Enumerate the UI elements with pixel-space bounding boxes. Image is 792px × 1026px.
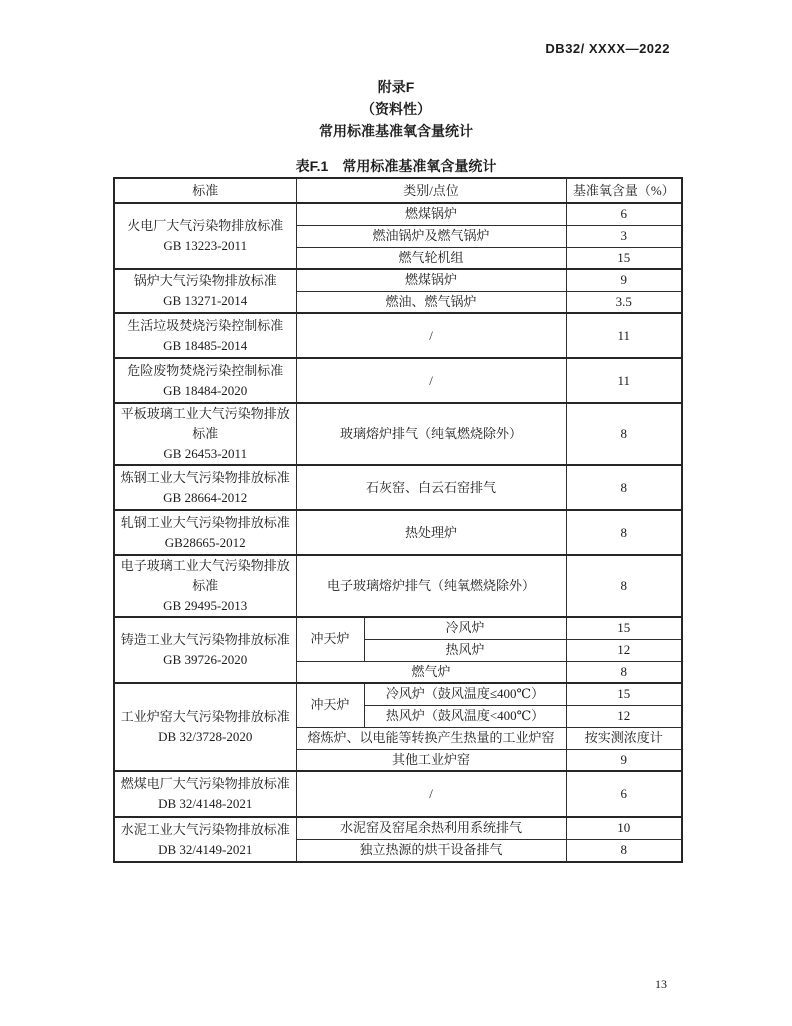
category-cell: 石灰窑、白云石窑排气 bbox=[296, 465, 566, 510]
table-header-row bbox=[114, 178, 682, 203]
value-cell: 8 bbox=[566, 510, 682, 555]
appendix-title: 常用标准基准氧含量统计 bbox=[319, 123, 473, 139]
standard-name: 水泥工业大气污染物排放标准 bbox=[120, 821, 290, 837]
standard-name: 轧钢工业大气污染物排放标准 bbox=[120, 514, 290, 530]
value-cell: 3.5 bbox=[566, 291, 682, 313]
appendix-kind: （资料性） bbox=[361, 101, 431, 117]
value-cell: 9 bbox=[566, 269, 682, 291]
standard-cell bbox=[114, 617, 296, 683]
standard-name: 生活垃圾焚烧污染控制标准 bbox=[127, 317, 284, 333]
sub-label-cell: 冲天炉 bbox=[296, 683, 364, 727]
category-cell: 其他工业炉窑 bbox=[296, 749, 566, 771]
standard-name: 炼钢工业大气污染物排放标准 bbox=[120, 469, 290, 485]
table-row bbox=[114, 403, 682, 465]
value-cell: 10 bbox=[566, 817, 682, 839]
table-row bbox=[114, 771, 682, 817]
table-row bbox=[114, 358, 682, 403]
value-cell: 8 bbox=[566, 839, 682, 862]
table-row bbox=[114, 203, 682, 225]
value-cell: 8 bbox=[566, 555, 682, 617]
standard-name: 电子玻璃工业大气污染物排放标准 bbox=[120, 558, 290, 593]
standard-name: 火电厂大气污染物排放标准 bbox=[127, 218, 284, 233]
category-cell: 热风炉 bbox=[364, 639, 566, 661]
standard-name: 铸造工业大气污染物排放标准 bbox=[120, 632, 290, 647]
category-cell: 燃煤锅炉 bbox=[296, 269, 566, 291]
standard-cell bbox=[114, 555, 296, 617]
standard-code: DB 32/3728-2020 bbox=[158, 729, 253, 744]
value-cell: 按实测浓度计 bbox=[566, 727, 682, 749]
category-cell: / bbox=[296, 771, 566, 817]
standard-cell bbox=[114, 465, 296, 510]
table-row bbox=[114, 617, 682, 639]
standard-cell bbox=[114, 358, 296, 403]
category-cell: / bbox=[296, 358, 566, 403]
table-caption-label: 表F.1 bbox=[295, 158, 329, 174]
standard-name: 危险废物焚烧污染控制标准 bbox=[127, 362, 284, 378]
value-cell: 6 bbox=[566, 203, 682, 225]
category-cell: 冷风炉 bbox=[364, 617, 566, 639]
standard-code: GB 39726-2020 bbox=[163, 652, 248, 667]
appendix-heading bbox=[0, 76, 792, 142]
standard-cell bbox=[114, 313, 296, 358]
category-cell: 热处理炉 bbox=[296, 510, 566, 555]
standard-code: GB 26453-2011 bbox=[163, 446, 248, 461]
value-cell: 8 bbox=[566, 661, 682, 683]
value-cell: 3 bbox=[566, 225, 682, 247]
category-cell: 热风炉（鼓风温度<400℃） bbox=[364, 705, 566, 727]
standard-code: DB 32/4148-2021 bbox=[158, 796, 253, 811]
appendix-label: 附录F bbox=[377, 79, 415, 95]
standard-cell bbox=[114, 269, 296, 313]
doc-code: DB32/ XXXX—2022 bbox=[545, 41, 670, 56]
value-cell: 15 bbox=[566, 247, 682, 269]
standard-name: 平板玻璃工业大气污染物排放标准 bbox=[120, 406, 290, 441]
category-cell: 玻璃熔炉排气（纯氧燃烧除外） bbox=[296, 403, 566, 465]
value-cell: 11 bbox=[566, 313, 682, 358]
standard-code: GB 29495-2013 bbox=[163, 598, 248, 613]
table-row bbox=[114, 510, 682, 555]
standard-code: GB 18484-2020 bbox=[163, 382, 248, 398]
category-cell: 燃油、燃气锅炉 bbox=[296, 291, 566, 313]
category-cell: / bbox=[296, 313, 566, 358]
category-cell: 燃煤锅炉 bbox=[296, 203, 566, 225]
category-cell: 电子玻璃熔炉排气（纯氧燃烧除外） bbox=[296, 555, 566, 617]
value-cell: 15 bbox=[566, 617, 682, 639]
category-cell: 水泥窑及窑尾余热利用系统排气 bbox=[296, 817, 566, 839]
value-cell: 11 bbox=[566, 358, 682, 403]
oxygen-content-table bbox=[113, 177, 683, 863]
col-header-oxygen: 基准氧含量（%） bbox=[566, 178, 682, 203]
standard-cell bbox=[114, 817, 296, 862]
standard-code: GB28665-2012 bbox=[164, 534, 246, 550]
standard-cell bbox=[114, 771, 296, 817]
category-cell: 燃气轮机组 bbox=[296, 247, 566, 269]
category-cell: 熔炼炉、以电能等转换产生热量的工业炉窑 bbox=[296, 727, 566, 749]
table-row bbox=[114, 683, 682, 705]
standard-cell bbox=[114, 683, 296, 771]
standard-cell bbox=[114, 510, 296, 555]
value-cell: 15 bbox=[566, 683, 682, 705]
table-caption bbox=[0, 156, 792, 176]
col-header-category: 类别/点位 bbox=[296, 178, 566, 203]
value-cell: 12 bbox=[566, 639, 682, 661]
standard-code: GB 13223-2011 bbox=[163, 238, 248, 253]
standard-cell bbox=[114, 203, 296, 269]
standard-code: DB 32/4149-2021 bbox=[158, 841, 253, 857]
table-row bbox=[114, 555, 682, 617]
table-row bbox=[114, 269, 682, 291]
table-row bbox=[114, 817, 682, 839]
value-cell: 12 bbox=[566, 705, 682, 727]
col-header-standard: 标准 bbox=[114, 178, 296, 203]
standard-name: 锅炉大气污染物排放标准 bbox=[133, 273, 277, 288]
standard-cell bbox=[114, 403, 296, 465]
page-number: 13 bbox=[655, 977, 667, 991]
category-cell: 独立热源的烘干设备排气 bbox=[296, 839, 566, 862]
table-row bbox=[114, 465, 682, 510]
value-cell: 9 bbox=[566, 749, 682, 771]
standard-name: 工业炉窑大气污染物排放标准 bbox=[120, 709, 290, 724]
value-cell: 8 bbox=[566, 403, 682, 465]
standard-code: GB 28664-2012 bbox=[163, 489, 248, 505]
category-cell: 冷风炉（鼓风温度≤400℃） bbox=[364, 683, 566, 705]
category-cell: 燃油锅炉及燃气锅炉 bbox=[296, 225, 566, 247]
table-caption-title: 常用标准基准氧含量统计 bbox=[342, 158, 497, 174]
standard-code: GB 13271-2014 bbox=[163, 293, 248, 308]
standard-name: 燃煤电厂大气污染物排放标准 bbox=[120, 776, 290, 791]
value-cell: 8 bbox=[566, 465, 682, 510]
category-cell: 燃气炉 bbox=[296, 661, 566, 683]
value-cell: 6 bbox=[566, 771, 682, 817]
table-row bbox=[114, 313, 682, 358]
standard-code: GB 18485-2014 bbox=[163, 337, 248, 353]
sub-label-cell: 冲天炉 bbox=[296, 617, 364, 661]
